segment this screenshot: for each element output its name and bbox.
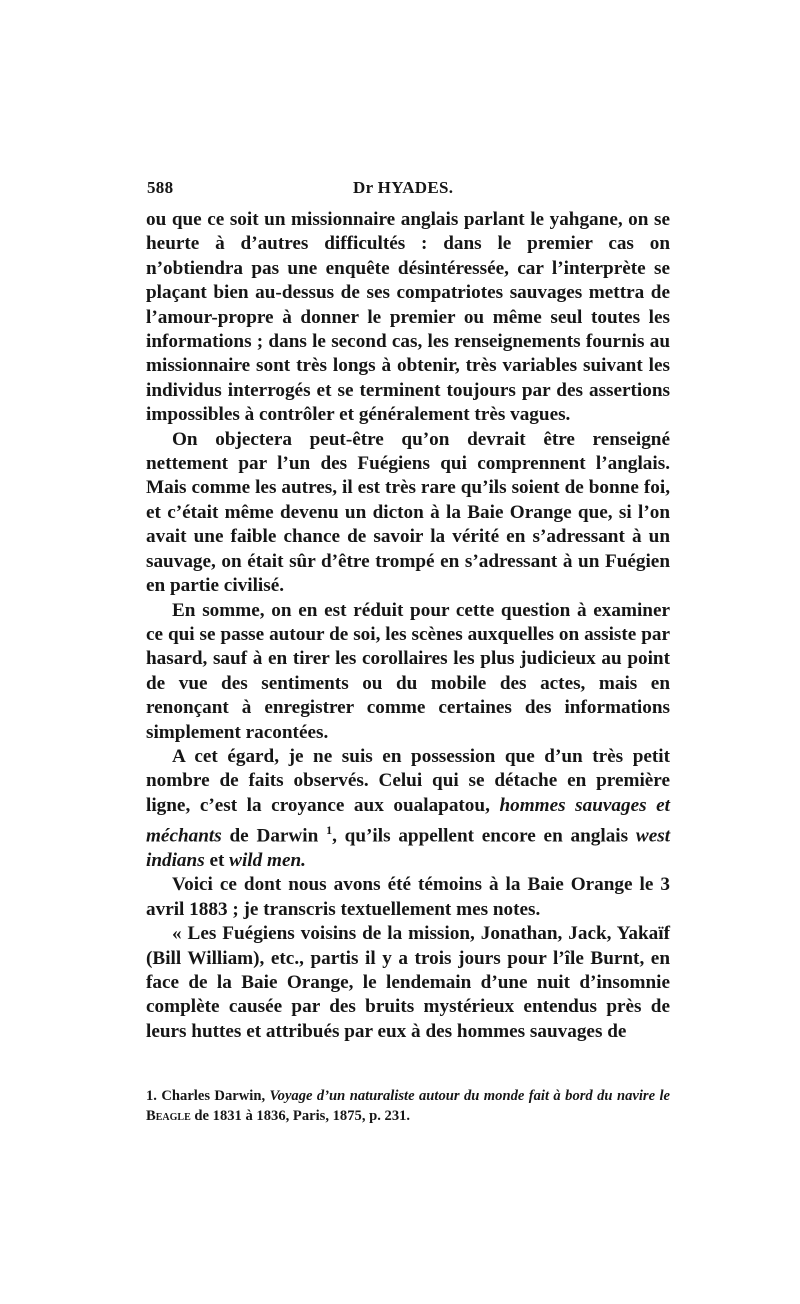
paragraph: On objectera peut-être qu’on devrait être renseigné nettement par l’un des Fuégiens qui comprennent l’anglais. Mais comme les autres, il est très rare qu’ils soient de bonne foi, et c’était même devenu un dicton à la Baie Orange que, si l’on avait une faible chance de savoir la vérité en s’adressant à un sauvage, on était sûr d’être trompé en s’adressant à un Fuégien en partie civilisé. [146,428,670,597]
running-head: Dr HYADES. [353,178,454,197]
text-run: A cet égard, je ne suis en possession que d’un très petit nombre de faits observés. Celui qui se détache en première ligne, c’est la croyance aux oualapatou, [146,745,670,816]
paragraph: En somme, on en est réduit pour cette question à examiner ce qui se passe autour de soi, les scènes auxquelles on assiste par hasard, sauf à en tirer les corollaires les plus judicieux au point de vue des sentiments ou du mobile des actes, mais en renonçant à enregistrer comme certaines des informations simplement racontées. [146,599,670,743]
footnote-author: Charles Darwin, [161,1088,266,1104]
italic-text: hommes sauvages et méchants [146,794,670,847]
footnote-number: 1. [146,1088,157,1104]
paragraph-continued: ou que ce soit un missionnaire anglais parlant le yahgane, on se heurte à d’autres difficultés : dans le premier cas on n’obtiendra pas une enquête désintéressée, car l’interprète se plaçant bien au-dessus de ses compatriotes sauvages mettra de l’amour-propre à donner le premier ou même seul toutes les informations ; dans le second cas, les renseignements fournis au missionnaire sont très longs à obtenir, très variables suivant les individus interrogés et se terminent toujours par des assertions impossibles à contrôler et généralement très vagues. [146,209,670,426]
paragraph: Voici ce dont nous avons été témoins à la Baie Orange le 3 avril 1883 ; je transcris textuellement mes notes. [146,874,670,920]
text-run: et [209,849,225,871]
text-run: de Darwin [229,825,319,847]
page-header [147,178,667,202]
page-number: 588 [147,178,174,197]
footnote-title: Voyage d’un naturaliste autour du monde fait à bord du navire le [269,1088,670,1104]
footnote-ref: 1 [326,823,333,838]
footnote-rest: de 1831 à 1836, Paris, 1875, p. 231. [194,1108,411,1124]
text-run: , qu’ils appellent encore en anglais [332,825,629,847]
italic-text: wild men. [229,849,306,871]
footnote [146,1086,670,1126]
italic-text: west indians [146,825,671,871]
paragraph [146,745,670,873]
paragraph: « Les Fuégiens voisins de la mission, Jonathan, Jack, Yakaïf (Bill William), etc., partis il y a trois jours pour l’île Burnt, en face de la Baie Orange, le lendemain d’une nuit d’insomnie complète causée par des bruits mystérieux entendus près de leurs huttes et attribués par eux à des hommes sauvages de [146,923,670,1042]
footnote-ship: Beagle [146,1108,191,1124]
body-text [146,208,670,1044]
